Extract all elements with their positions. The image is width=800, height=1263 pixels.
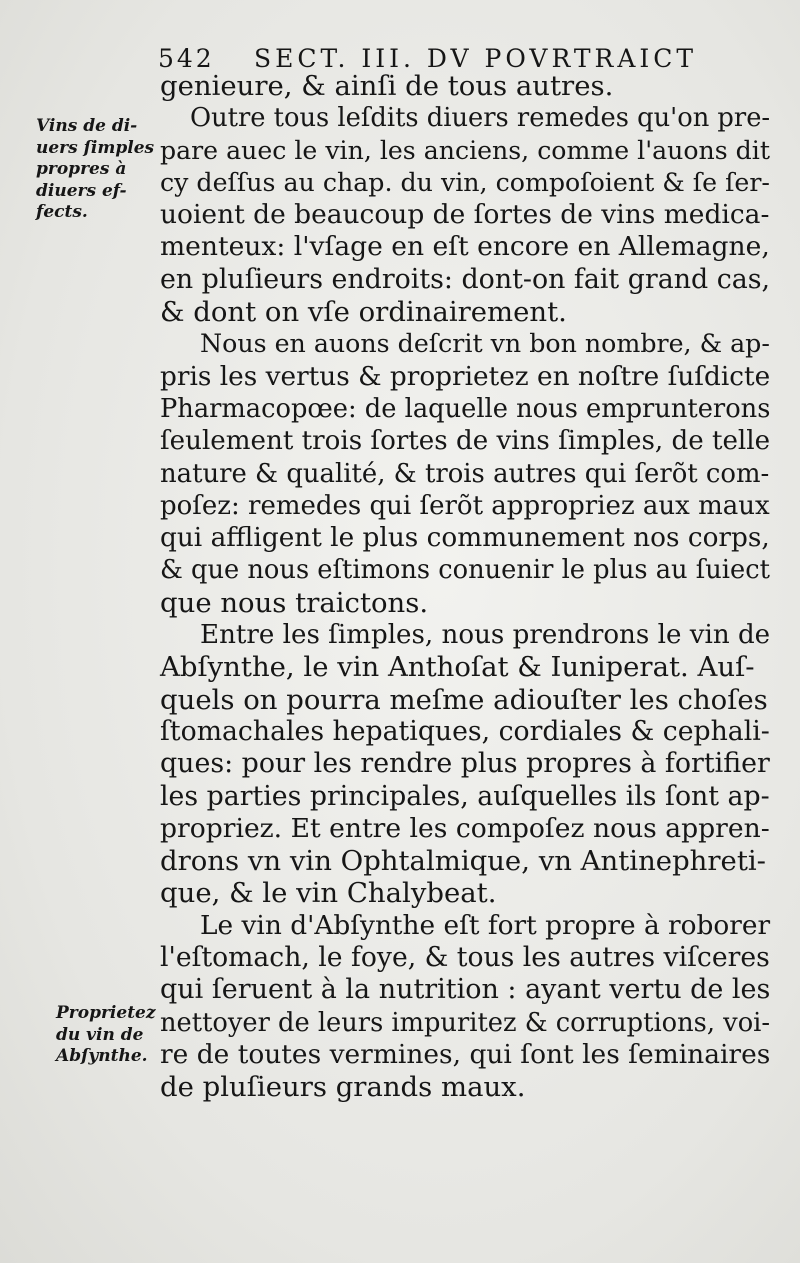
margin-note-line: du vin de: [56, 1024, 144, 1045]
margin-note-line: diuers ef-: [36, 180, 127, 201]
text-line: Outre tous leſdits diuers remedes qu'on pre-: [190, 103, 771, 134]
text-line: ſtomachales hepatiques, cordiales & cephali-: [160, 715, 770, 747]
running-title: SECT. III. DV POVRTRAICT: [254, 44, 698, 73]
text-line: Entre les ſimples, nous prendrons le vin de: [200, 620, 771, 651]
margin-note-line: Vins de di-: [36, 116, 138, 136]
text-line: ques: pour les rendre plus propres à fortifier: [160, 748, 770, 780]
text-line: qui affligent le plus communement nos corps,: [160, 523, 770, 554]
text-line: genieure, & ainſi de tous autres.: [160, 70, 614, 102]
text-line: ſeulement trois ſortes de vins ſimples, de telle: [160, 426, 771, 457]
text-line: que, & le vin Chalybeat.: [160, 877, 497, 910]
text-line: drons vn vin Ophtalmique, vn Antinephreti-: [160, 845, 766, 878]
text-line: quels on pourra meſme adiouſter les choſes: [160, 683, 768, 716]
text-line: re de toutes vermines, qui ſont les ſeminaires: [160, 1038, 771, 1070]
text-line: pare auec le vin, les anciens, comme l'auons dit: [160, 135, 770, 165]
text-line: poſez: remedes qui ſerõt appropriez aux maux: [160, 490, 770, 521]
text-line: Abſynthe, le vin Anthoſat & Iuniperat. Auſ-: [160, 651, 755, 684]
text-line: nature & qualité, & trois autres qui ſerõt com-: [160, 458, 770, 489]
text-line: de pluſieurs grands maux.: [160, 1071, 526, 1104]
margin-note-line: Proprietez: [56, 1003, 156, 1023]
text-line: & que nous eſtimons conuenir le plus au ſuiect: [160, 555, 770, 586]
text-line: l'eſtomach, le foye, & tous les autres viſceres: [160, 942, 770, 974]
text-line: Pharmacopœe: de laquelle nous emprunterons: [160, 393, 771, 424]
text-line: cy deſſus au chap. du vin, compoſoient & ſe ſer-: [160, 167, 770, 197]
text-line: nettoyer de leurs impuritez & corruptions, voi-: [160, 1007, 771, 1038]
text-line: propriez. Et entre les compoſez nous appren-: [160, 812, 770, 844]
text-line: Le vin d'Abſynthe eſt fort propre à roborer: [200, 910, 771, 941]
text-line: que nous traictons.: [160, 586, 429, 619]
body-text: [160, 70, 771, 1104]
margin-note-line: Abſynthe.: [56, 1046, 148, 1066]
page-number: 542: [158, 44, 215, 73]
margin-note-line: propres à: [36, 159, 127, 179]
text-line: les parties principales, auſquelles ils ſont ap-: [160, 780, 770, 812]
text-line: en pluſieurs endroits: dont-on fait grand cas,: [160, 263, 771, 295]
text-line: qui ſeruent à la nutrition : ayant vertu de les: [160, 974, 771, 1006]
margin-note: [56, 1003, 156, 1068]
text-line: Nous en auons deſcrit vn bon nombre, & ap-: [200, 329, 770, 359]
text-line: & dont on vſe ordinairement.: [160, 296, 567, 329]
margin-note-line: uers ſimples: [36, 137, 155, 158]
margin-note-line: fects.: [36, 202, 88, 222]
text-line: pris les vertus & proprietez en noſtre ſuſdicte: [160, 361, 771, 392]
text-line: menteux: l'vſage en eſt encore en Allemagne,: [160, 231, 770, 263]
text-line: uoient de beaucoup de ſortes de vins medica-: [160, 199, 770, 231]
margin-note: [36, 116, 154, 224]
